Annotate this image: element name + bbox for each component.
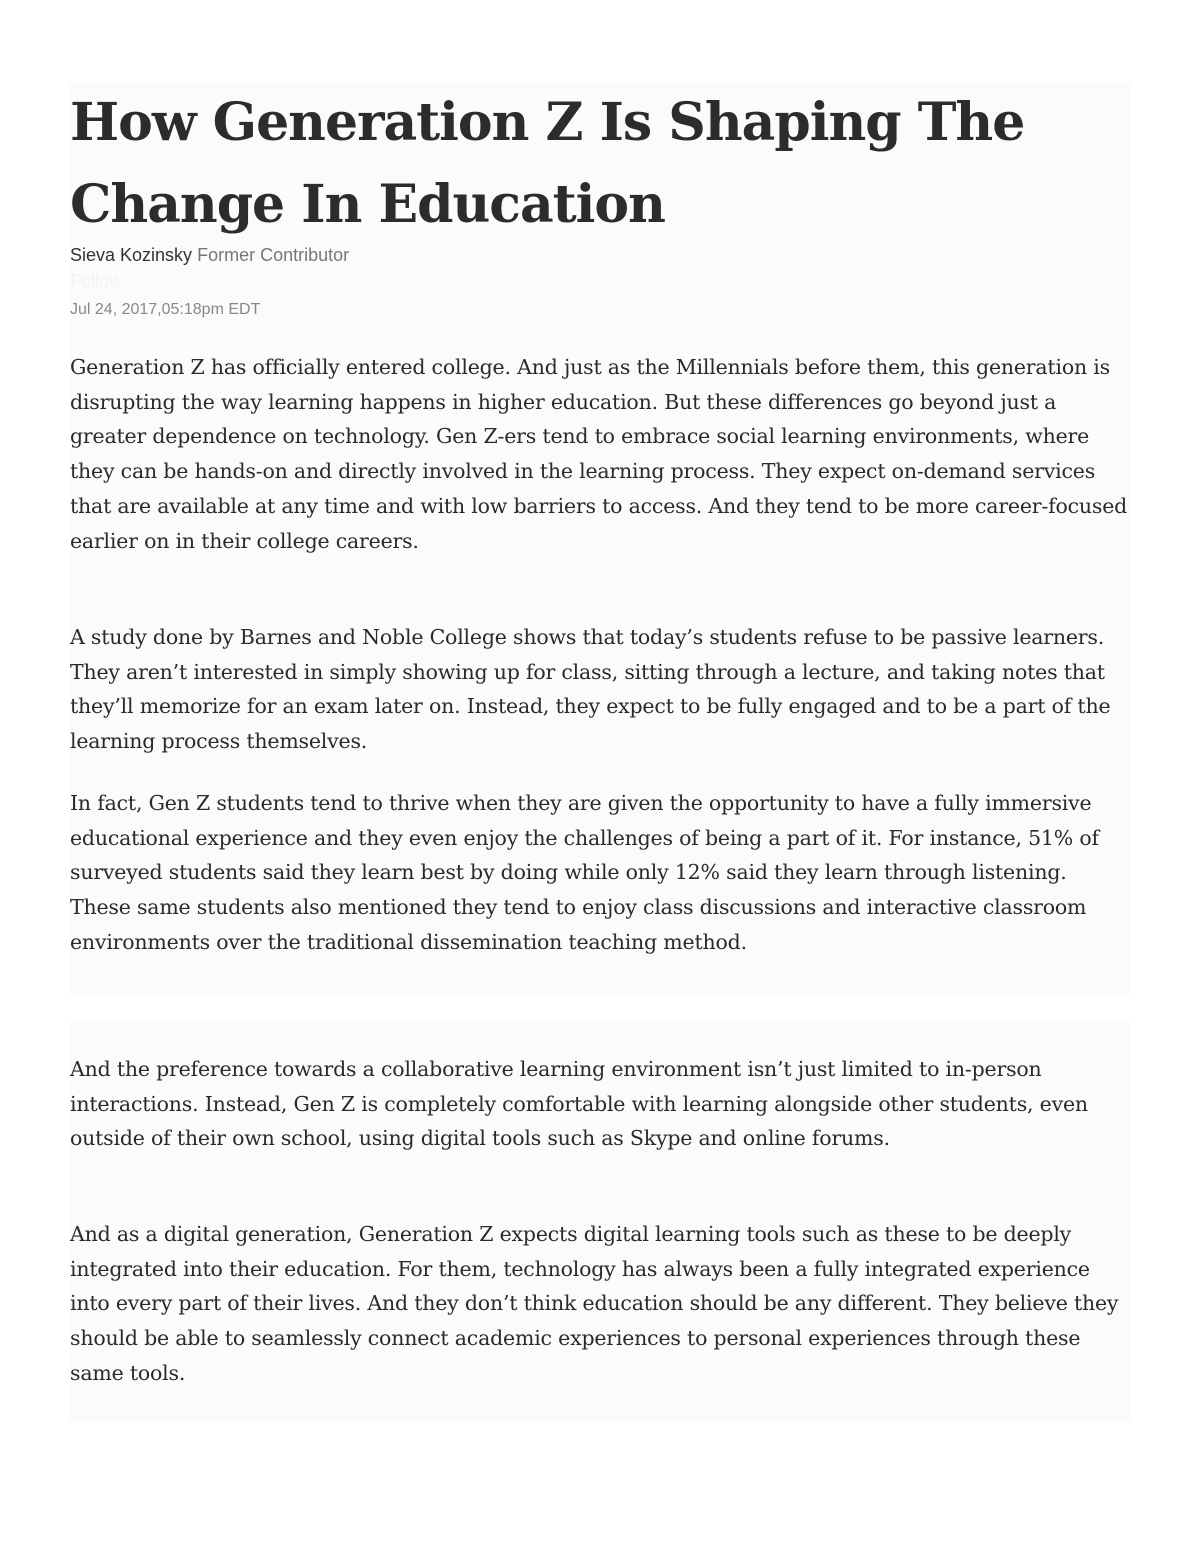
article-paragraph: And the preference towards a collaborative learning environment isn’t just limited to in-person interactions. Instead, Gen Z is completely comfortable with learning alongside other students, even outside of their own school, using digital tools such as Skype and online forums.: [70, 1057, 1088, 1151]
author-name[interactable]: Sieva Kozinsky: [70, 245, 193, 265]
article-paragraph: And as a digital generation, Generation Z expects digital learning tools such as these to be deeply integrated into their education. For them, technology has always been a fully integrated experience into every part of their lives. And they don’t think education should be any different. They believe they should be able to seamlessly connect academic experiences to personal experiences through these same tools.: [70, 1222, 1119, 1385]
article-paragraph: Generation Z has officially entered college. And just as the Millennials before them, this generation is disrupting the way learning happens in higher education. But these differences go beyond just a greater dependence on technology. Gen Z-ers tend to embrace social learning environments, where they can be hands-on and directly involved in the learning process. They expect on-demand services that are available at any time and with low barriers to access. And they tend to be more career-focused earlier on in their college careers.: [70, 355, 1128, 553]
follow-button[interactable]: Follow: [70, 271, 123, 291]
publish-date: Jul 24, 2017,05:18pm EDT: [70, 301, 261, 318]
byline: [70, 244, 349, 266]
author-role: Former Contributor: [197, 245, 350, 265]
article-paragraph: A study done by Barnes and Noble College shows that today’s students refuse to be passive learners. They aren’t interested in simply showing up for class, sitting through a lecture, and taking notes that they’ll memorize for an exam later on. Instead, they expect to be fully engaged and to be a part of the learning process themselves.: [70, 625, 1111, 754]
article-title: How Generation Z Is Shaping The Change In Education: [70, 92, 1025, 235]
article-paragraph: In fact, Gen Z students tend to thrive when they are given the opportunity to have a fully immersive educational experience and they even enjoy the challenges of being a part of it. For instance, 51% of surveyed students said they learn best by doing while only 12% said they learn through listening. These same students also mentioned they tend to enjoy class discussions and interactive classroom environments over the traditional dissemination teaching method.: [70, 791, 1099, 954]
